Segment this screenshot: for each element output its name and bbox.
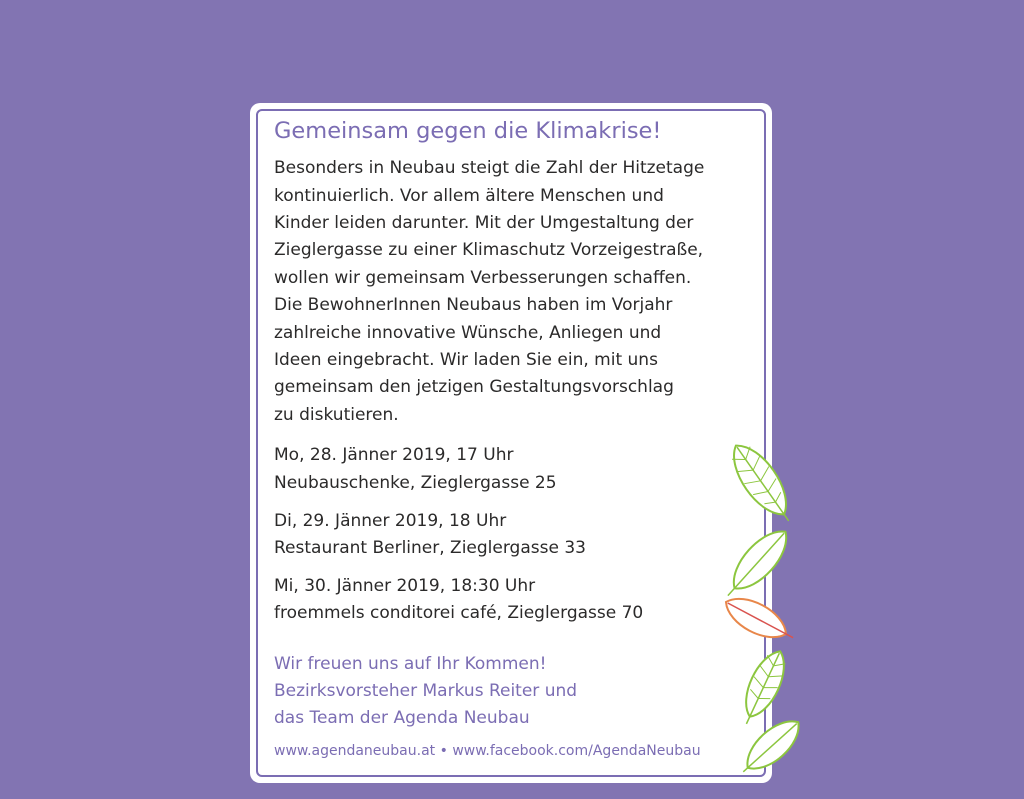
event-item [274, 442, 754, 497]
facebook-link[interactable]: www.facebook.com/AgendaNeubau [452, 743, 701, 759]
closing-message [274, 651, 754, 733]
footer-links [274, 743, 701, 759]
intro-line: kontinuierlich. Vor allem ältere Menschen und [274, 185, 664, 206]
card-title: Gemeinsam gegen die Klimakrise! [274, 118, 662, 144]
event-location: Neubauschenke, Zieglergasse 25 [274, 472, 557, 493]
event-location: Restaurant Berliner, Zieglergasse 33 [274, 537, 586, 558]
intro-line: gemeinsam den jetzigen Gestaltungsvorschlag [274, 377, 674, 398]
intro-line: zahlreiche innovative Wünsche, Anliegen und [274, 322, 662, 343]
intro-line: Zieglergasse zu einer Klimaschutz Vorzeigestraße, [274, 240, 704, 261]
event-date: Di, 29. Jänner 2019, 18 Uhr [274, 510, 507, 531]
intro-line: zu diskutieren. [274, 404, 399, 425]
card-content [274, 117, 754, 733]
intro-line: Besonders in Neubau steigt die Zahl der Hitzetage [274, 158, 705, 179]
intro-line: Ideen eingebracht. Wir laden Sie ein, mit uns [274, 349, 658, 370]
intro-line: Kinder leiden darunter. Mit der Umgestaltung der [274, 212, 694, 233]
invitation-card [250, 103, 772, 783]
event-item [274, 508, 754, 563]
event-date: Mo, 28. Jänner 2019, 17 Uhr [274, 445, 514, 466]
event-location: froemmels conditorei café, Zieglergasse 70 [274, 603, 644, 624]
event-item [274, 573, 754, 628]
intro-line: wollen wir gemeinsam Verbesserungen schaffen. [274, 267, 692, 288]
intro-line: Die BewohnerInnen Neubaus haben im Vorjahr [274, 295, 673, 316]
closing-line: Wir freuen uns auf Ihr Kommen! [274, 653, 547, 674]
closing-line: das Team der Agenda Neubau [274, 708, 530, 729]
event-date: Mi, 30. Jänner 2019, 18:30 Uhr [274, 575, 536, 596]
footer-separator: • [439, 743, 448, 759]
closing-line: Bezirksvorsteher Markus Reiter und [274, 681, 578, 702]
website-link[interactable]: www.agendaneubau.at [274, 743, 436, 759]
intro-paragraph [274, 155, 754, 429]
